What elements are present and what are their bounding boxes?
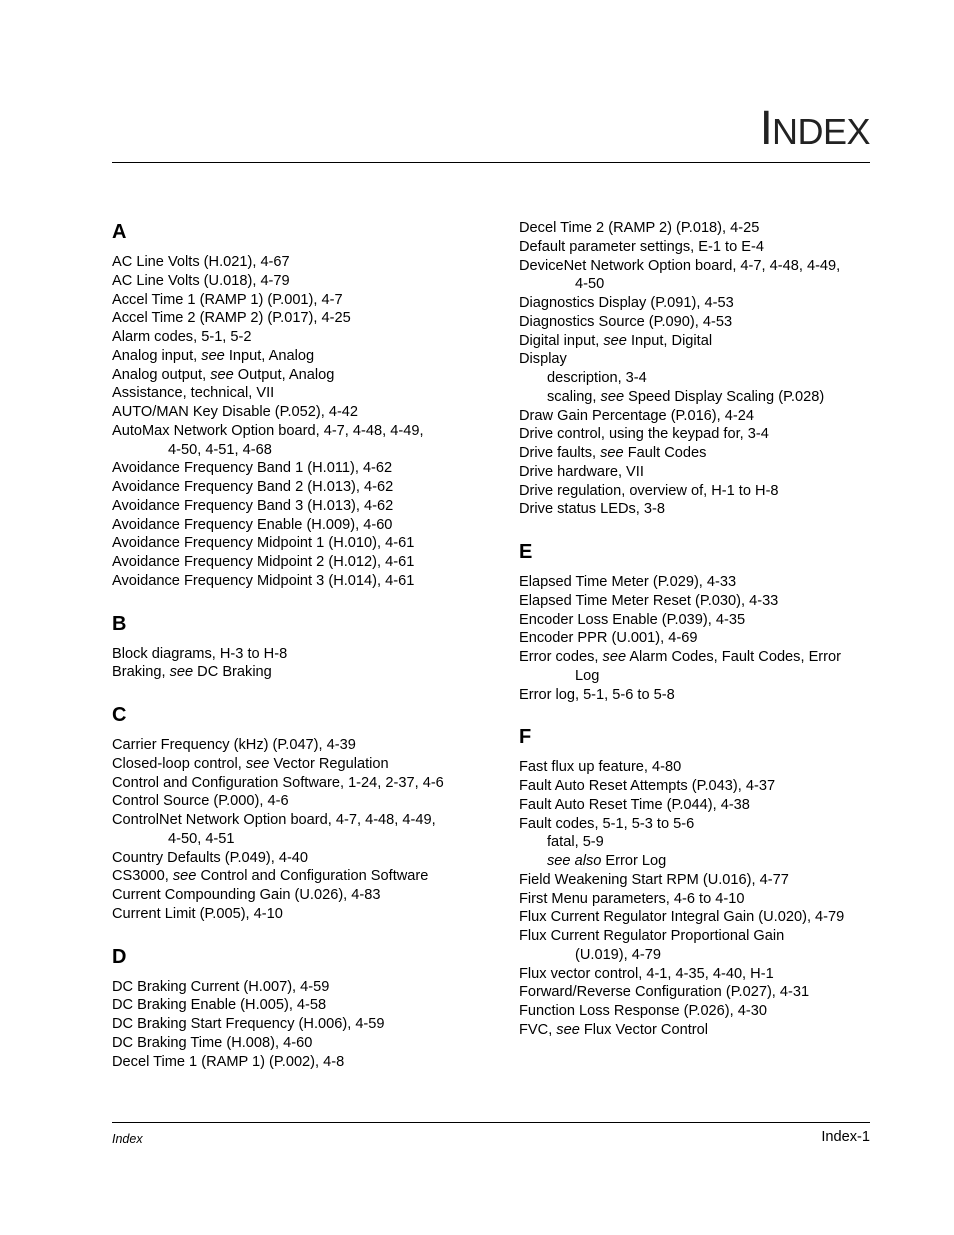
index-entry <box>519 871 879 890</box>
entry-text: Draw Gain Percentage (P.016), 4-24 <box>519 407 754 424</box>
page-title <box>760 104 870 157</box>
entry-text: Function Loss Response (P.026), 4-30 <box>519 1003 767 1019</box>
index-section <box>112 701 482 924</box>
index-entry <box>519 611 879 630</box>
entry-text: Drive control, using the keypad for, 3-4 <box>519 426 769 443</box>
entry-text: First Menu parameters, 4-6 to 4-10 <box>519 890 745 907</box>
see-target: Error Log <box>601 853 667 869</box>
index-entry <box>519 815 879 834</box>
see-reference: see <box>602 649 627 665</box>
entry-text: DC Braking Start Frequency (H.006), 4-59 <box>112 1016 385 1032</box>
index-column-right <box>519 219 879 1040</box>
entry-text: Analog input, <box>112 347 202 364</box>
index-entry <box>112 478 482 497</box>
index-entry <box>112 1015 482 1034</box>
see-reference: see <box>600 388 625 405</box>
index-entry <box>112 309 482 328</box>
entry-text: Flux vector control, 4-1, 4-35, 4-40, H-1 <box>519 965 774 982</box>
entry-text: Field Weakening Start RPM (U.016), 4-77 <box>519 871 789 888</box>
entry-text: Avoidance Frequency Band 3 (H.013), 4-62 <box>112 497 394 514</box>
footer-page-number: Index-1 <box>821 1129 870 1145</box>
index-entry <box>112 347 482 366</box>
index-entry <box>112 272 482 291</box>
entry-text: Braking, <box>112 664 170 681</box>
entry-text: Error codes, <box>519 649 603 665</box>
entry-continuation: (U.019), 4-79 <box>575 946 661 963</box>
entry-text: Closed-loop control, <box>112 755 246 772</box>
section-letter: D <box>112 945 127 968</box>
entry-text: ControlNet Network Option board, 4-7, 4-48, 4-49, <box>112 812 436 828</box>
section-letter: E <box>519 541 533 563</box>
index-entry <box>519 648 879 686</box>
entry-text: Error log, 5-1, 5-6 to 5-8 <box>519 686 675 703</box>
index-entry <box>519 500 879 519</box>
index-entry <box>112 534 482 553</box>
see-target: Vector Regulation <box>269 755 389 772</box>
see-reference: see <box>556 1021 580 1038</box>
index-entry <box>112 572 482 591</box>
index-entry <box>112 978 482 997</box>
entry-text: AUTO/MAN Key Disable (P.052), 4-42 <box>112 404 359 420</box>
entry-text: Decel Time 2 (RAMP 2) (P.018), 4-25 <box>519 220 760 236</box>
index-entry <box>112 811 482 849</box>
entry-text: Avoidance Frequency Midpoint 2 (H.012), 4-61 <box>112 554 415 570</box>
index-entry <box>519 407 879 426</box>
index-entry <box>112 905 482 924</box>
entry-text: Accel Time 1 (RAMP 1) (P.001), 4-7 <box>112 291 343 308</box>
index-entry <box>519 890 879 909</box>
index-subentry <box>519 388 879 407</box>
index-entry <box>519 482 879 501</box>
entry-text: Drive status LEDs, 3-8 <box>519 501 665 518</box>
index-entry <box>519 257 879 295</box>
see-reference: see <box>210 366 234 383</box>
entry-text: Drive hardware, VII <box>519 463 644 480</box>
index-entry <box>112 645 482 664</box>
index-entry <box>112 774 482 793</box>
page-title-rest: NDEX <box>771 111 870 152</box>
entry-text: Current Limit (P.005), 4-10 <box>112 905 283 922</box>
index-entry <box>112 459 482 478</box>
section-letter: B <box>112 612 127 635</box>
index-entry <box>112 366 482 385</box>
entry-continuation: Log <box>575 667 600 684</box>
index-subentry <box>519 852 879 871</box>
index-entry <box>112 497 482 516</box>
entry-text: Control Source (P.000), 4-6 <box>112 793 289 810</box>
entry-text: Analog output, <box>112 366 211 383</box>
index-entry <box>112 553 482 572</box>
entry-continuation: 4-50 <box>575 276 605 293</box>
entry-text: Country Defaults (P.049), 4-40 <box>112 849 309 866</box>
entry-text: Digital input, <box>519 332 604 349</box>
entry-text: DC Braking Time (H.008), 4-60 <box>112 1034 313 1051</box>
see-target: Input, Analog <box>224 347 315 364</box>
entry-continuation: 4-50, 4-51 <box>168 830 235 847</box>
section-letter: F <box>519 726 532 749</box>
entry-text: Assistance, technical, VII <box>112 385 275 402</box>
index-entry <box>112 403 482 422</box>
index-section <box>519 538 879 704</box>
entry-text: Current Compounding Gain (U.026), 4-83 <box>112 887 381 903</box>
index-entry <box>112 291 482 310</box>
index-entry <box>519 908 879 927</box>
see-target: DC Braking <box>193 664 272 681</box>
entry-text: DC Braking Current (H.007), 4-59 <box>112 978 330 995</box>
entry-text: Drive faults, <box>519 445 601 461</box>
entry-text: Diagnostics Display (P.091), 4-53 <box>519 295 734 311</box>
index-section <box>112 943 482 1072</box>
index-entry <box>112 663 482 682</box>
entry-text: AC Line Volts (U.018), 4-79 <box>112 272 290 289</box>
index-entry <box>112 422 482 460</box>
entry-text: Fault codes, 5-1, 5-3 to 5-6 <box>519 815 695 832</box>
index-entry <box>519 592 879 611</box>
entry-text: Fault Auto Reset Attempts (P.043), 4-37 <box>519 778 776 794</box>
see-target: Speed Display Scaling (P.028) <box>624 388 825 405</box>
index-entry <box>519 573 879 592</box>
entry-text: Carrier Frequency (kHz) (P.047), 4-39 <box>112 737 356 753</box>
index-entry <box>519 313 879 332</box>
entry-text: Flux Current Regulator Proportional Gain <box>519 928 785 944</box>
see-target: Flux Vector Control <box>579 1021 708 1038</box>
index-subentry <box>519 369 879 388</box>
index-entry <box>519 238 879 257</box>
see-target: Fault Codes <box>623 445 707 461</box>
index-entry <box>112 1034 482 1053</box>
entry-text: Avoidance Frequency Band 1 (H.011), 4-62 <box>112 460 393 477</box>
see-target: Input, Digital <box>626 332 713 349</box>
index-entry <box>112 516 482 535</box>
entry-text: description, 3-4 <box>547 370 647 386</box>
index-entry <box>519 425 879 444</box>
entry-text: Control and Configuration Software, 1-24, 2-37, 4-6 <box>112 774 444 791</box>
entry-text: AC Line Volts (H.021), 4-67 <box>112 254 290 270</box>
index-entry <box>112 867 482 886</box>
index-entry <box>519 965 879 984</box>
entry-text: Diagnostics Source (P.090), 4-53 <box>519 313 733 330</box>
entry-text: AutoMax Network Option board, 4-7, 4-48, 4-49, <box>112 422 424 439</box>
see-reference: see also <box>547 853 602 869</box>
footer-rule <box>112 1122 870 1123</box>
index-entry <box>519 294 879 313</box>
see-reference: see <box>603 332 627 349</box>
entry-continuation: 4-50, 4-51, 4-68 <box>168 441 272 458</box>
see-reference: see <box>600 445 624 461</box>
index-entry <box>112 849 482 868</box>
index-entry <box>112 384 482 403</box>
entry-text: Forward/Reverse Configuration (P.027), 4-31 <box>519 984 810 1001</box>
index-entry <box>519 758 879 777</box>
section-letter: A <box>112 221 127 243</box>
see-reference: see <box>201 347 225 364</box>
entry-text: fatal, 5-9 <box>547 834 604 851</box>
index-section <box>112 218 482 591</box>
index-entry <box>519 927 879 965</box>
entry-text: Elapsed Time Meter Reset (P.030), 4-33 <box>519 592 779 609</box>
index-entry <box>519 983 879 1002</box>
index-entry <box>112 253 482 272</box>
entry-text: Drive regulation, overview of, H-1 to H-8 <box>519 482 779 499</box>
entry-text: Display <box>519 351 567 368</box>
entry-text: Avoidance Frequency Band 2 (H.013), 4-62 <box>112 479 394 495</box>
index-entry <box>519 629 879 648</box>
entry-text: scaling, <box>547 388 601 405</box>
entry-text: Avoidance Frequency Enable (H.009), 4-60 <box>112 516 393 533</box>
index-section <box>112 610 482 683</box>
index-entry <box>519 796 879 815</box>
index-entry <box>519 219 879 238</box>
index-section <box>519 219 879 519</box>
entry-text: DeviceNet Network Option board, 4-7, 4-48, 4-49, <box>519 257 841 274</box>
entry-text: Fast flux up feature, 4-80 <box>519 759 682 776</box>
index-entry <box>519 332 879 351</box>
index-entry <box>519 686 879 705</box>
index-entry <box>112 792 482 811</box>
entry-text: Accel Time 2 (RAMP 2) (P.017), 4-25 <box>112 310 351 327</box>
index-entry <box>112 736 482 755</box>
entry-text: Encoder Loss Enable (P.039), 4-35 <box>519 611 746 628</box>
entry-text: Avoidance Frequency Midpoint 1 (H.010), 4-61 <box>112 535 415 552</box>
see-target: Control and Configuration Software <box>196 868 429 885</box>
see-reference: see <box>245 755 270 772</box>
header-rule <box>112 162 870 163</box>
footer-section-name: Index <box>112 1132 143 1146</box>
entry-text: FVC, <box>519 1021 557 1038</box>
see-target: Alarm Codes, Fault Codes, Error <box>626 649 842 665</box>
index-column-left <box>112 218 482 1071</box>
entry-text: Flux Current Regulator Integral Gain (U.020), 4-79 <box>519 909 845 926</box>
index-entry <box>112 996 482 1015</box>
page-title-initial: I <box>759 102 772 155</box>
index-entry <box>112 886 482 905</box>
entry-text: Elapsed Time Meter (P.029), 4-33 <box>519 574 737 590</box>
see-target: Output, Analog <box>233 366 335 383</box>
index-entry <box>112 755 482 774</box>
index-entry <box>519 1002 879 1021</box>
see-reference: see <box>172 868 197 885</box>
index-entry <box>519 1021 879 1040</box>
index-subentry <box>519 833 879 852</box>
entry-text: Block diagrams, H-3 to H-8 <box>112 645 288 662</box>
entry-text: Avoidance Frequency Midpoint 3 (H.014), 4-61 <box>112 572 415 589</box>
index-entry <box>519 350 879 369</box>
entry-text: Alarm codes, 5-1, 5-2 <box>112 329 252 345</box>
index-entry <box>519 463 879 482</box>
see-reference: see <box>169 664 194 681</box>
entry-text: CS3000, <box>112 868 173 885</box>
entry-text: Decel Time 1 (RAMP 1) (P.002), 4-8 <box>112 1053 345 1070</box>
entry-text: Default parameter settings, E-1 to E-4 <box>519 238 764 255</box>
index-entry <box>112 1053 482 1072</box>
index-section <box>519 723 879 1039</box>
index-entry <box>519 777 879 796</box>
entry-text: Encoder PPR (U.001), 4-69 <box>519 630 698 647</box>
entry-text: Fault Auto Reset Time (P.044), 4-38 <box>519 796 750 813</box>
index-entry <box>519 444 879 463</box>
index-entry <box>112 328 482 347</box>
entry-text: DC Braking Enable (H.005), 4-58 <box>112 997 327 1014</box>
section-letter: C <box>112 704 127 726</box>
